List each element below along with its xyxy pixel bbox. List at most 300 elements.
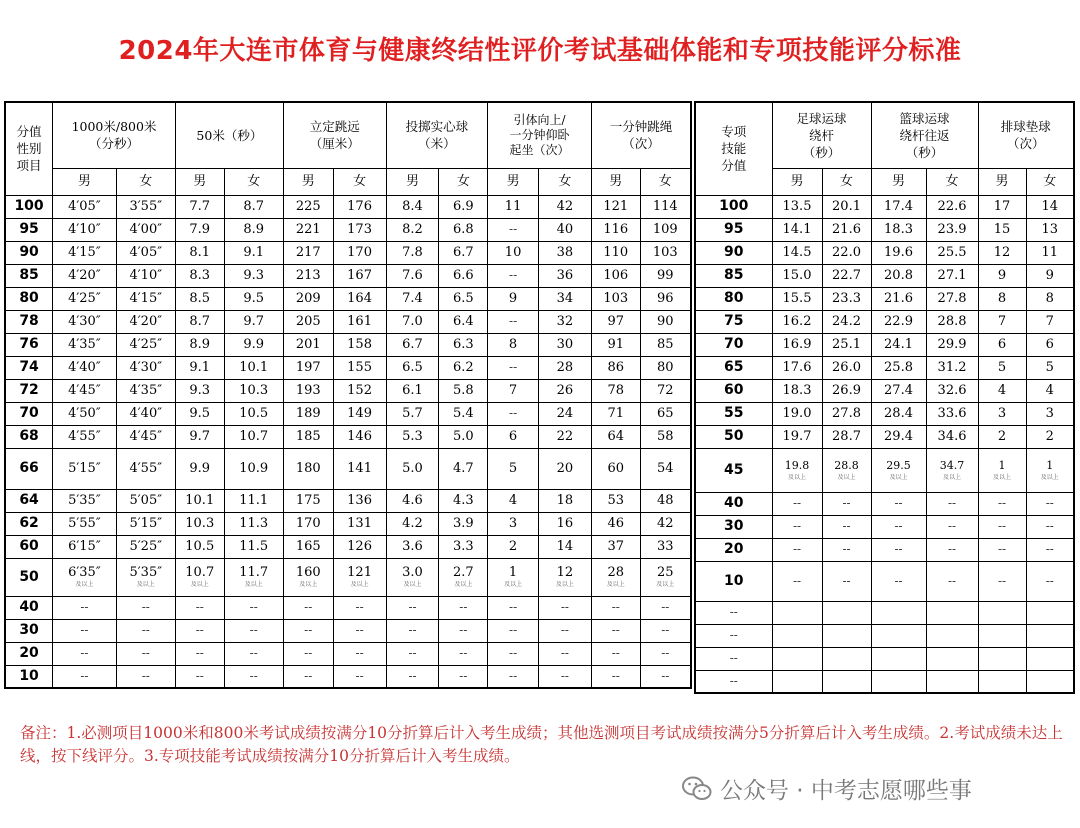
value-cell: 4′10″ [116, 264, 175, 287]
value-cell: 4′55″ [53, 425, 117, 448]
event-header: 篮球运球 绕杆往返 （秒） [871, 102, 978, 168]
value-cell: 16 [538, 512, 591, 535]
value-cell: 30 [538, 333, 591, 356]
value-cell: 27.8 [822, 402, 871, 425]
table-row [5, 642, 691, 665]
empty-cell [926, 624, 978, 647]
value-cell: 197 [283, 356, 333, 379]
female-label: 女 [439, 168, 488, 195]
header-row [695, 102, 1074, 168]
value-cell: 22.7 [822, 264, 871, 287]
value-cell: 4′30″ [116, 356, 175, 379]
value-cell: 1 及以上 [1026, 448, 1074, 492]
value-cell: 7.6 [386, 264, 439, 287]
table-row [5, 241, 691, 264]
table-row [695, 379, 1074, 402]
score-cell: 64 [5, 489, 53, 512]
table-row [5, 535, 691, 558]
value-cell: 9.9 [175, 448, 224, 489]
score-cell: 80 [5, 287, 53, 310]
value-cell: 8 [978, 287, 1026, 310]
value-cell: -- [640, 642, 691, 665]
value-cell: 1 及以上 [978, 448, 1026, 492]
value-cell: 4′15″ [53, 241, 117, 264]
value-cell: 23.9 [926, 218, 978, 241]
threshold-note: 及以上 [75, 581, 94, 588]
value-cell: 72 [640, 379, 691, 402]
value-cell: 8.9 [224, 218, 283, 241]
male-label: 男 [978, 168, 1026, 195]
value-cell: 26.0 [822, 356, 871, 379]
value-cell: -- [1026, 538, 1074, 561]
table-row [5, 218, 691, 241]
watermark [682, 772, 972, 805]
value-cell: 6′35″ 及以上 [53, 558, 117, 596]
table-row [695, 402, 1074, 425]
value-cell: 17.4 [871, 195, 926, 218]
value-cell: 25.5 [926, 241, 978, 264]
score-cell: 10 [5, 665, 53, 688]
male-label: 男 [53, 168, 117, 195]
value-cell: 24.1 [871, 333, 926, 356]
value-cell: 3.9 [439, 512, 488, 535]
threshold-note: 及以上 [889, 474, 908, 481]
male-label: 男 [175, 168, 224, 195]
threshold-note: 及以上 [943, 474, 962, 481]
table-row [5, 264, 691, 287]
value-cell: 18.3 [871, 218, 926, 241]
value-cell: 10.5 [175, 535, 224, 558]
value-cell: -- [175, 619, 224, 642]
value-cell: 11.5 [224, 535, 283, 558]
table-row [5, 619, 691, 642]
value-cell: -- [978, 515, 1026, 538]
value-cell: -- [591, 642, 640, 665]
value-cell: 201 [283, 333, 333, 356]
value-cell: 6.4 [439, 310, 488, 333]
value-cell: -- [488, 642, 539, 665]
value-cell: -- [1026, 561, 1074, 601]
threshold-note: 及以上 [555, 581, 574, 588]
score-cell: 50 [5, 558, 53, 596]
value-cell: -- [822, 492, 871, 515]
value-cell: 40 [538, 218, 591, 241]
value-cell: 11.7 及以上 [224, 558, 283, 596]
value-cell: 9.7 [224, 310, 283, 333]
value-cell: 5.7 [386, 402, 439, 425]
value-cell: 3.3 [439, 535, 488, 558]
value-cell: 22 [538, 425, 591, 448]
value-cell: 97 [591, 310, 640, 333]
remarks-note: 备注：1.必测项目1000米和800米考试成绩按满分10分折算后计入考生成绩；其他选测项目考试成绩按满分5分折算后计入考生成绩。2.考试成绩未达上线，按下线评分。3.专项技能考试成绩按满分10分折算后计入考生成绩。 [20, 724, 1063, 765]
value-cell: -- [871, 515, 926, 538]
female-label: 女 [333, 168, 386, 195]
value-cell: 7.8 [386, 241, 439, 264]
value-cell: -- [926, 515, 978, 538]
value-cell: 103 [640, 241, 691, 264]
value-cell: -- [116, 596, 175, 619]
value-cell: 161 [333, 310, 386, 333]
score-cell: 78 [5, 310, 53, 333]
value-cell: 103 [591, 287, 640, 310]
value-cell: 9 [978, 264, 1026, 287]
table-row [5, 596, 691, 619]
score-cell: 62 [5, 512, 53, 535]
score-cell: 68 [5, 425, 53, 448]
value-cell: 4′20″ [116, 310, 175, 333]
value-cell: 217 [283, 241, 333, 264]
score-cell: 90 [5, 241, 53, 264]
value-cell: 8.1 [175, 241, 224, 264]
value-cell: 6.1 [386, 379, 439, 402]
value-cell: 54 [640, 448, 691, 489]
event-header: 排球垫球 （次） [978, 102, 1074, 168]
value-cell: -- [538, 665, 591, 688]
value-cell: -- [439, 665, 488, 688]
value-cell: 78 [591, 379, 640, 402]
value-cell: -- [772, 561, 822, 601]
threshold-note: 及以上 [656, 581, 675, 588]
value-cell: 38 [538, 241, 591, 264]
value-cell: 46 [591, 512, 640, 535]
threshold-note: 及以上 [606, 581, 625, 588]
value-cell: 4.3 [439, 489, 488, 512]
value-cell: 9.7 [175, 425, 224, 448]
value-cell: -- [175, 596, 224, 619]
value-cell: 5 [488, 448, 539, 489]
corner-header: 专项 技能 分值 [695, 102, 772, 195]
value-cell: 64 [591, 425, 640, 448]
value-cell: 9.1 [175, 356, 224, 379]
value-cell: 48 [640, 489, 691, 512]
threshold-note: 及以上 [350, 581, 369, 588]
threshold-note: 及以上 [993, 474, 1012, 481]
value-cell: 37 [591, 535, 640, 558]
value-cell: 7.4 [386, 287, 439, 310]
value-cell: 25 及以上 [640, 558, 691, 596]
value-cell: -- [1026, 515, 1074, 538]
value-cell: 34.7 及以上 [926, 448, 978, 492]
value-cell: -- [333, 596, 386, 619]
value-cell: 80 [640, 356, 691, 379]
value-cell: 99 [640, 264, 691, 287]
value-cell: 20.1 [822, 195, 871, 218]
value-cell: 3.6 [386, 535, 439, 558]
value-cell: 20.8 [871, 264, 926, 287]
value-cell: 225 [283, 195, 333, 218]
value-cell: 18.3 [772, 379, 822, 402]
value-cell: 9.3 [175, 379, 224, 402]
value-cell: 26 [538, 379, 591, 402]
score-cell: -- [695, 624, 772, 647]
value-cell: 6 [1026, 333, 1074, 356]
value-cell: 11.3 [224, 512, 283, 535]
male-label: 男 [488, 168, 539, 195]
value-cell: 8.2 [386, 218, 439, 241]
score-cell: 90 [695, 241, 772, 264]
value-cell: 19.0 [772, 402, 822, 425]
value-cell: 114 [640, 195, 691, 218]
value-cell: -- [283, 642, 333, 665]
value-cell: 4 [1026, 379, 1074, 402]
value-cell: 28.7 [822, 425, 871, 448]
value-cell: 11 [1026, 241, 1074, 264]
table-row [695, 241, 1074, 264]
table-row [5, 333, 691, 356]
table-row [695, 287, 1074, 310]
value-cell: 8.7 [175, 310, 224, 333]
score-cell: 40 [5, 596, 53, 619]
value-cell: 165 [283, 535, 333, 558]
score-cell: 45 [695, 448, 772, 492]
value-cell: 42 [538, 195, 591, 218]
value-cell: 19.6 [871, 241, 926, 264]
value-cell: 25.8 [871, 356, 926, 379]
value-cell: 28.4 [871, 402, 926, 425]
table-row [695, 310, 1074, 333]
event-header: 足球运球 绕杆 （秒） [772, 102, 871, 168]
value-cell: -- [175, 665, 224, 688]
value-cell: -- [640, 665, 691, 688]
value-cell: 17.6 [772, 356, 822, 379]
value-cell: 131 [333, 512, 386, 535]
value-cell: 10.1 [175, 489, 224, 512]
value-cell: 27.8 [926, 287, 978, 310]
value-cell: 5′35″ [53, 489, 117, 512]
table-row [695, 218, 1074, 241]
value-cell: 164 [333, 287, 386, 310]
value-cell: 213 [283, 264, 333, 287]
value-cell: 22.9 [871, 310, 926, 333]
table-row [695, 448, 1074, 492]
value-cell: -- [116, 642, 175, 665]
value-cell: 6 [978, 333, 1026, 356]
empty-cell [1026, 647, 1074, 670]
value-cell: -- [439, 619, 488, 642]
empty-cell [926, 647, 978, 670]
empty-cell [871, 670, 926, 693]
value-cell: 28 [538, 356, 591, 379]
value-cell: 4′25″ [116, 333, 175, 356]
table-row [695, 264, 1074, 287]
value-cell: 4′15″ [116, 287, 175, 310]
value-cell: 9.5 [175, 402, 224, 425]
value-cell: 3′55″ [116, 195, 175, 218]
value-cell: 28 及以上 [591, 558, 640, 596]
value-cell: 8.4 [386, 195, 439, 218]
value-cell: 158 [333, 333, 386, 356]
value-cell: -- [386, 596, 439, 619]
female-label: 女 [1026, 168, 1074, 195]
value-cell: -- [386, 642, 439, 665]
empty-cell [1026, 601, 1074, 624]
value-cell: -- [333, 665, 386, 688]
value-cell: -- [822, 538, 871, 561]
value-cell: 25.1 [822, 333, 871, 356]
value-cell: 4.2 [386, 512, 439, 535]
value-cell: 7.7 [175, 195, 224, 218]
empty-cell [978, 647, 1026, 670]
value-cell: 8.9 [175, 333, 224, 356]
value-cell: 8.5 [175, 287, 224, 310]
table-row [5, 512, 691, 535]
value-cell: 60 [591, 448, 640, 489]
value-cell: 22.0 [822, 241, 871, 264]
value-cell: -- [53, 642, 117, 665]
score-cell: 20 [5, 642, 53, 665]
value-cell: 6.6 [439, 264, 488, 287]
event-header: 引体向上/ 一分钟仰卧 起坐（次） [488, 102, 592, 168]
value-cell: 14 [538, 535, 591, 558]
score-cell: 85 [695, 264, 772, 287]
value-cell: 5.0 [439, 425, 488, 448]
value-cell: 18 [538, 489, 591, 512]
score-cell: 50 [695, 425, 772, 448]
value-cell: 121 及以上 [333, 558, 386, 596]
threshold-note: 及以上 [454, 581, 473, 588]
empty-cell [822, 647, 871, 670]
value-cell: 12 [978, 241, 1026, 264]
value-cell: 19.8 及以上 [772, 448, 822, 492]
score-cell: 70 [5, 402, 53, 425]
value-cell: 9.1 [224, 241, 283, 264]
value-cell: -- [538, 642, 591, 665]
value-cell: 160 及以上 [283, 558, 333, 596]
value-cell: 16.9 [772, 333, 822, 356]
value-cell: -- [488, 310, 539, 333]
value-cell: 9 [488, 287, 539, 310]
value-cell: 14.5 [772, 241, 822, 264]
value-cell: 21.6 [871, 287, 926, 310]
value-cell: -- [978, 538, 1026, 561]
value-cell: 10.7 [224, 425, 283, 448]
value-cell: -- [333, 642, 386, 665]
empty-cell [772, 647, 822, 670]
score-cell: 100 [695, 195, 772, 218]
value-cell: 185 [283, 425, 333, 448]
value-cell: -- [488, 619, 539, 642]
empty-cell [926, 670, 978, 693]
value-cell: 2.7 及以上 [439, 558, 488, 596]
event-header: 1000米/800米 （分秒） [53, 102, 176, 168]
score-cell: 40 [695, 492, 772, 515]
value-cell: 3 [1026, 402, 1074, 425]
value-cell: -- [772, 492, 822, 515]
male-label: 男 [772, 168, 822, 195]
value-cell: 141 [333, 448, 386, 489]
value-cell: 3 [488, 512, 539, 535]
value-cell: 4′30″ [53, 310, 117, 333]
value-cell: 175 [283, 489, 333, 512]
value-cell: -- [772, 515, 822, 538]
value-cell: -- [822, 515, 871, 538]
table-row [695, 333, 1074, 356]
value-cell: 5′35″ 及以上 [116, 558, 175, 596]
value-cell: 86 [591, 356, 640, 379]
value-cell: -- [538, 596, 591, 619]
table-row [5, 558, 691, 596]
table-row [695, 425, 1074, 448]
value-cell: 4′25″ [53, 287, 117, 310]
table-row [695, 647, 1074, 670]
value-cell: 8.7 [224, 195, 283, 218]
value-cell: 4′35″ [116, 379, 175, 402]
value-cell: 116 [591, 218, 640, 241]
score-cell: 75 [695, 310, 772, 333]
value-cell: -- [640, 596, 691, 619]
value-cell: 5 [1026, 356, 1074, 379]
value-cell: 4′40″ [116, 402, 175, 425]
value-cell: -- [538, 619, 591, 642]
value-cell: 5.3 [386, 425, 439, 448]
value-cell: 16.2 [772, 310, 822, 333]
header-row [5, 102, 691, 168]
value-cell: -- [224, 665, 283, 688]
value-cell: 2 [978, 425, 1026, 448]
value-cell: 34 [538, 287, 591, 310]
value-cell: 5′25″ [116, 535, 175, 558]
value-cell: 7 [978, 310, 1026, 333]
value-cell: 15.5 [772, 287, 822, 310]
threshold-note: 及以上 [1040, 474, 1059, 481]
value-cell: 9.3 [224, 264, 283, 287]
table-row [695, 561, 1074, 601]
value-cell: 6.7 [386, 333, 439, 356]
value-cell: 155 [333, 356, 386, 379]
value-cell: 23.3 [822, 287, 871, 310]
value-cell: 4′10″ [53, 218, 117, 241]
score-cell: 10 [695, 561, 772, 601]
value-cell: 7 [488, 379, 539, 402]
value-cell: -- [871, 492, 926, 515]
value-cell: -- [591, 665, 640, 688]
value-cell: 10 [488, 241, 539, 264]
value-cell: 221 [283, 218, 333, 241]
value-cell: 8 [1026, 287, 1074, 310]
value-cell: 91 [591, 333, 640, 356]
value-cell: -- [591, 596, 640, 619]
value-cell: 65 [640, 402, 691, 425]
corner-header: 分值 性别 项目 [5, 102, 53, 195]
table-row [695, 492, 1074, 515]
value-cell: -- [386, 619, 439, 642]
value-cell: 90 [640, 310, 691, 333]
value-cell: 4′00″ [116, 218, 175, 241]
table-row [695, 515, 1074, 538]
value-cell: 4′35″ [53, 333, 117, 356]
table-row [5, 195, 691, 218]
empty-cell [772, 601, 822, 624]
value-cell: -- [488, 402, 539, 425]
value-cell: 85 [640, 333, 691, 356]
value-cell: -- [978, 492, 1026, 515]
table-row [5, 379, 691, 402]
empty-cell [871, 647, 926, 670]
empty-cell [871, 601, 926, 624]
female-label: 女 [926, 168, 978, 195]
table-row [695, 670, 1074, 693]
score-cell: 55 [695, 402, 772, 425]
value-cell: -- [333, 619, 386, 642]
value-cell: 5.8 [439, 379, 488, 402]
value-cell: 180 [283, 448, 333, 489]
value-cell: 126 [333, 535, 386, 558]
value-cell: -- [283, 619, 333, 642]
value-cell: 28.8 及以上 [822, 448, 871, 492]
male-label: 男 [283, 168, 333, 195]
value-cell: 4.7 [439, 448, 488, 489]
value-cell: 10.7 及以上 [175, 558, 224, 596]
